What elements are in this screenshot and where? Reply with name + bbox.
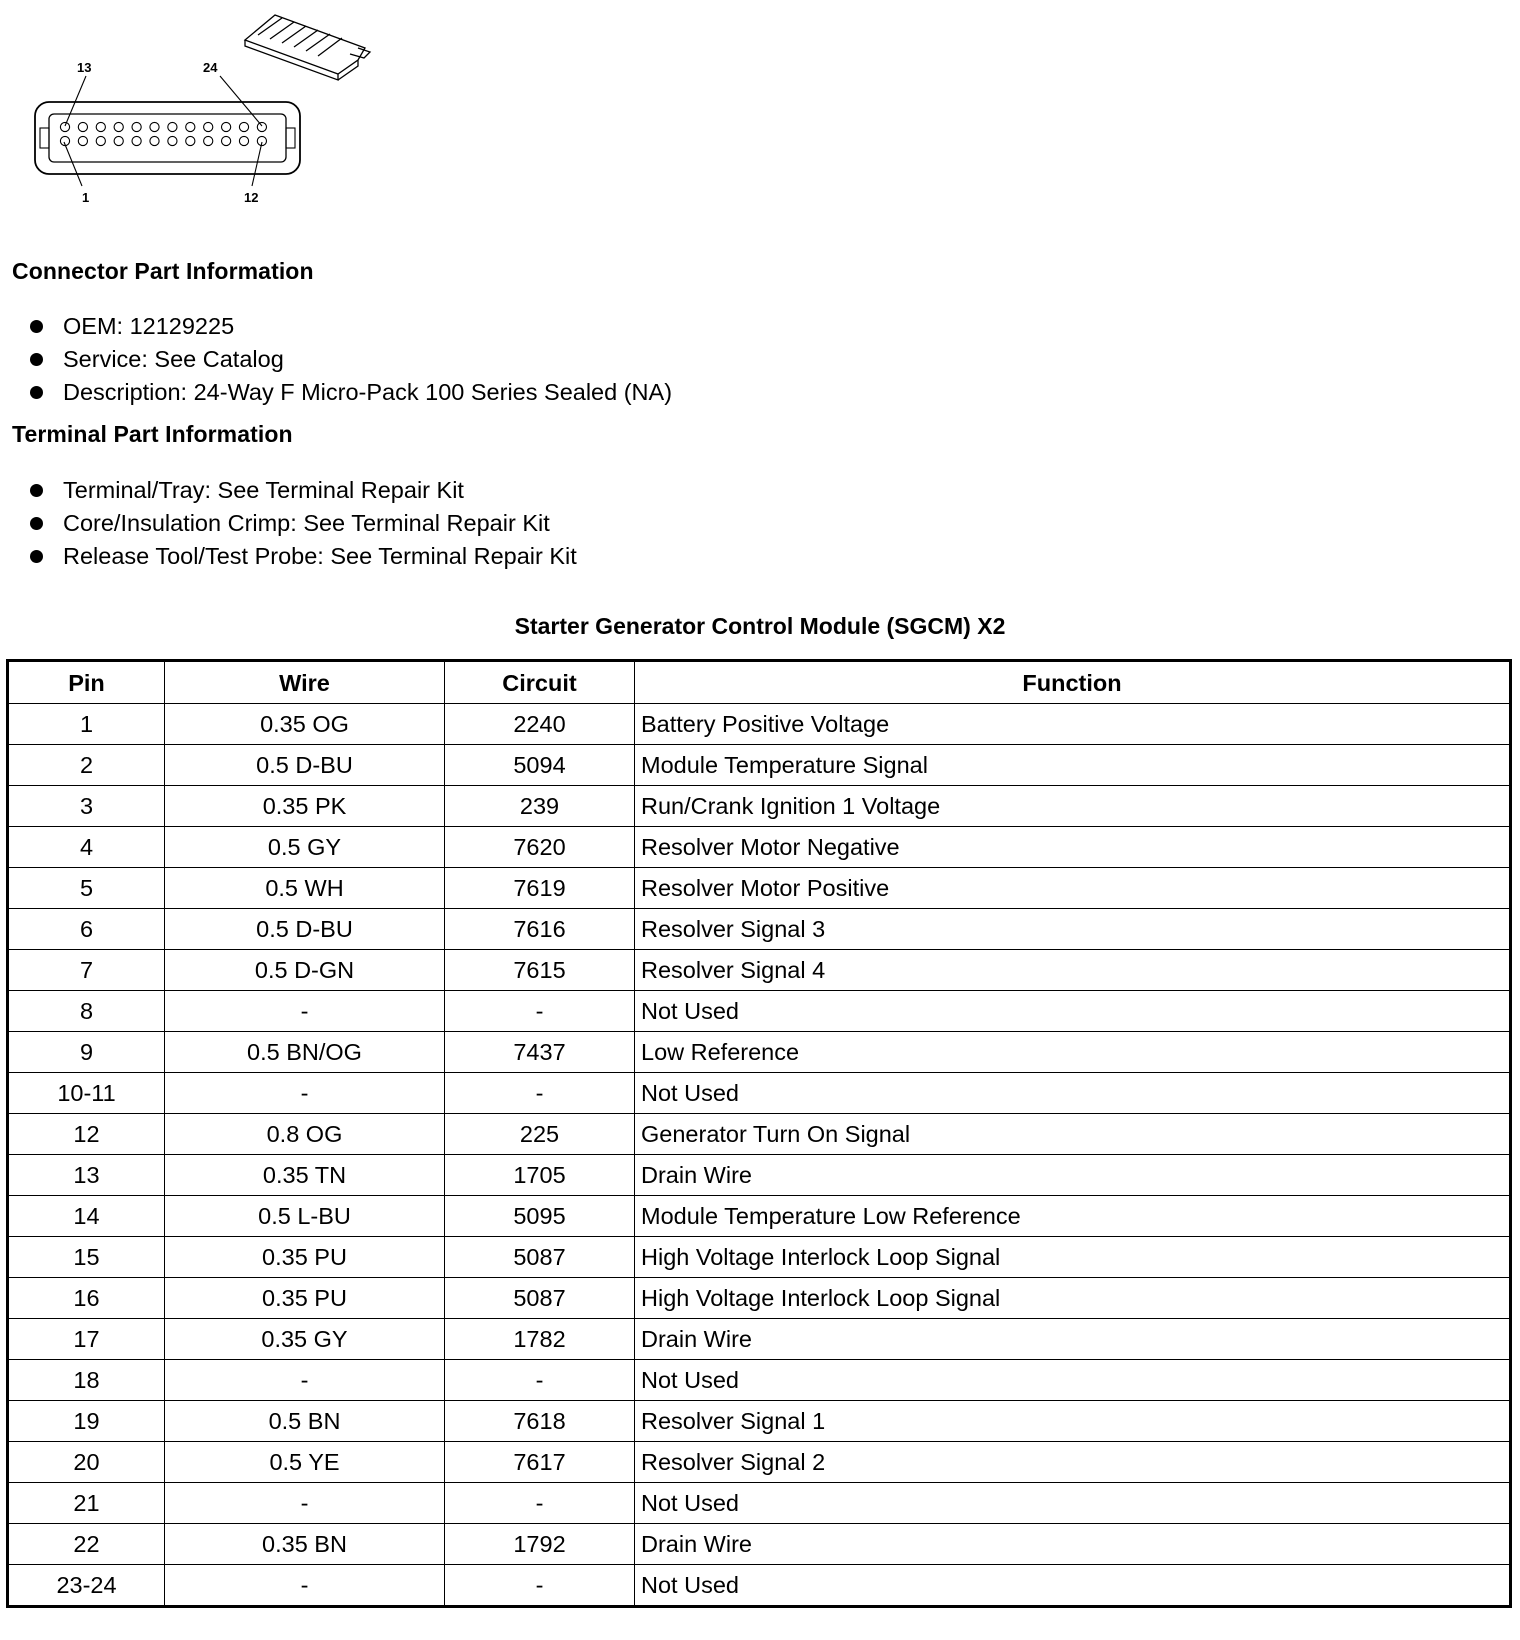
bullet-icon (30, 386, 43, 399)
column-header-pin: Pin (8, 661, 165, 704)
cell-function: Not Used (635, 1073, 1511, 1114)
table-row (8, 1196, 1511, 1237)
cell-function: Resolver Signal 2 (635, 1442, 1511, 1483)
cell-pin: 15 (8, 1237, 165, 1278)
pin-label-12: 12 (244, 190, 259, 205)
table-row (8, 1524, 1511, 1565)
pin-hole (186, 136, 195, 145)
cell-circuit: 5087 (445, 1278, 635, 1319)
cell-function: Generator Turn On Signal (635, 1114, 1511, 1155)
cell-function: Not Used (635, 1483, 1511, 1524)
table-row (8, 786, 1511, 827)
cell-circuit: - (445, 1073, 635, 1114)
pin-table (6, 659, 1512, 1608)
list-item (30, 474, 577, 507)
pin-hole (114, 122, 123, 131)
cell-circuit: 7615 (445, 950, 635, 991)
terminal-part-info-list (30, 474, 577, 573)
table-body (8, 704, 1511, 1607)
cell-circuit: 1782 (445, 1319, 635, 1360)
table-row (8, 1360, 1511, 1401)
table-row (8, 704, 1511, 745)
cell-pin: 20 (8, 1442, 165, 1483)
cell-circuit: 1705 (445, 1155, 635, 1196)
table-row (8, 868, 1511, 909)
table-header-row (8, 661, 1511, 704)
cell-circuit: - (445, 1360, 635, 1401)
pin-hole (239, 136, 248, 145)
cell-wire: 0.35 OG (165, 704, 445, 745)
cell-circuit: - (445, 991, 635, 1032)
table-row (8, 1032, 1511, 1073)
cell-function: Resolver Motor Positive (635, 868, 1511, 909)
cell-function: Drain Wire (635, 1155, 1511, 1196)
cell-function: Drain Wire (635, 1524, 1511, 1565)
pin-hole (60, 122, 69, 131)
cell-wire: 0.5 L-BU (165, 1196, 445, 1237)
cell-function: Resolver Signal 3 (635, 909, 1511, 950)
cell-function: Module Temperature Low Reference (635, 1196, 1511, 1237)
cell-function: Resolver Signal 1 (635, 1401, 1511, 1442)
pin-hole (114, 136, 123, 145)
cell-circuit: 7620 (445, 827, 635, 868)
list-item-text: Service: See Catalog (63, 346, 284, 372)
table-row (8, 1483, 1511, 1524)
cell-circuit: 7437 (445, 1032, 635, 1073)
list-item (30, 507, 577, 540)
pin-hole (132, 136, 141, 145)
cell-pin: 9 (8, 1032, 165, 1073)
cell-function: High Voltage Interlock Loop Signal (635, 1237, 1511, 1278)
table-row (8, 1073, 1511, 1114)
cell-wire: 0.5 D-BU (165, 745, 445, 786)
cell-pin: 22 (8, 1524, 165, 1565)
list-item-text: Release Tool/Test Probe: See Terminal Repair Kit (63, 543, 577, 569)
bullet-icon (30, 353, 43, 366)
cell-circuit: 7616 (445, 909, 635, 950)
list-item-text: OEM: 12129225 (63, 313, 235, 339)
cell-circuit: 5095 (445, 1196, 635, 1237)
cell-circuit: 239 (445, 786, 635, 827)
pin-hole (150, 136, 159, 145)
pin-hole (78, 136, 87, 145)
column-header-circuit: Circuit (445, 661, 635, 704)
cell-wire: 0.35 TN (165, 1155, 445, 1196)
pin-hole (222, 136, 231, 145)
connector-part-info-list (30, 310, 672, 409)
pin-hole (150, 122, 159, 131)
cell-wire: 0.35 BN (165, 1524, 445, 1565)
pin-hole (222, 122, 231, 131)
cell-wire: 0.8 OG (165, 1114, 445, 1155)
cell-pin: 4 (8, 827, 165, 868)
cell-pin: 12 (8, 1114, 165, 1155)
cell-pin: 16 (8, 1278, 165, 1319)
cell-circuit: 7617 (445, 1442, 635, 1483)
cell-function: Drain Wire (635, 1319, 1511, 1360)
list-item-text: Description: 24-Way F Micro-Pack 100 Series Sealed (NA) (63, 379, 673, 405)
list-item (30, 343, 672, 376)
pin-hole (186, 122, 195, 131)
cell-function: Not Used (635, 1360, 1511, 1401)
pin-hole (204, 122, 213, 131)
cell-wire: - (165, 1565, 445, 1607)
cell-pin: 23-24 (8, 1565, 165, 1607)
cell-pin: 3 (8, 786, 165, 827)
cell-circuit: 7618 (445, 1401, 635, 1442)
cell-wire: 0.35 PU (165, 1237, 445, 1278)
cell-wire: 0.5 D-GN (165, 950, 445, 991)
cell-wire: 0.5 YE (165, 1442, 445, 1483)
cell-wire: - (165, 1360, 445, 1401)
cell-wire: - (165, 1073, 445, 1114)
pin-label-13: 13 (77, 60, 92, 75)
table-row (8, 745, 1511, 786)
cell-wire: - (165, 991, 445, 1032)
bullet-icon (30, 517, 43, 530)
cell-wire: 0.5 BN (165, 1401, 445, 1442)
table-row (8, 1114, 1511, 1155)
list-item-text: Core/Insulation Crimp: See Terminal Repair Kit (63, 510, 550, 536)
pin-hole (204, 136, 213, 145)
cell-pin: 8 (8, 991, 165, 1032)
cell-function: Module Temperature Signal (635, 745, 1511, 786)
cell-wire: 0.35 PU (165, 1278, 445, 1319)
list-item-text: Terminal/Tray: See Terminal Repair Kit (63, 477, 464, 503)
table-row (8, 1442, 1511, 1483)
list-item (30, 310, 672, 343)
cell-wire: - (165, 1483, 445, 1524)
cell-wire: 0.35 PK (165, 786, 445, 827)
cell-circuit: 225 (445, 1114, 635, 1155)
cell-pin: 17 (8, 1319, 165, 1360)
pin-hole (168, 136, 177, 145)
column-header-function: Function (635, 661, 1511, 704)
table-row (8, 1278, 1511, 1319)
cell-wire: 0.35 GY (165, 1319, 445, 1360)
connector-diagram (20, 10, 380, 220)
cell-function: Resolver Motor Negative (635, 827, 1511, 868)
cell-circuit: 1792 (445, 1524, 635, 1565)
connector-3d-icon (245, 15, 370, 80)
table-row (8, 1401, 1511, 1442)
table-title: Starter Generator Control Module (SGCM) X2 (514, 613, 1006, 639)
cell-circuit: 2240 (445, 704, 635, 745)
cell-pin: 19 (8, 1401, 165, 1442)
cell-pin: 13 (8, 1155, 165, 1196)
cell-circuit: 5094 (445, 745, 635, 786)
table-row (8, 1155, 1511, 1196)
pin-hole (96, 122, 105, 131)
connector-pin-holes (60, 122, 266, 145)
cell-function: Not Used (635, 1565, 1511, 1607)
table-row (8, 827, 1511, 868)
cell-circuit: 7619 (445, 868, 635, 909)
connector-part-info-heading: Connector Part Information (12, 258, 314, 284)
cell-wire: 0.5 WH (165, 868, 445, 909)
cell-pin: 5 (8, 868, 165, 909)
pin-hole (239, 122, 248, 131)
cell-pin: 1 (8, 704, 165, 745)
cell-function: High Voltage Interlock Loop Signal (635, 1278, 1511, 1319)
pin-hole (132, 122, 141, 131)
cell-wire: 0.5 D-BU (165, 909, 445, 950)
cell-function: Not Used (635, 991, 1511, 1032)
cell-function: Resolver Signal 4 (635, 950, 1511, 991)
cell-function: Run/Crank Ignition 1 Voltage (635, 786, 1511, 827)
table-row (8, 1565, 1511, 1607)
table-row (8, 1237, 1511, 1278)
pin-hole (78, 122, 87, 131)
list-item (30, 376, 672, 409)
pin-hole (168, 122, 177, 131)
cell-function: Battery Positive Voltage (635, 704, 1511, 745)
pin-label-1: 1 (82, 190, 90, 205)
list-item (30, 540, 577, 573)
bullet-icon (30, 320, 43, 333)
cell-pin: 10-11 (8, 1073, 165, 1114)
terminal-part-info-heading: Terminal Part Information (12, 421, 293, 447)
pin-leader-lines (64, 76, 262, 186)
table-row (8, 1319, 1511, 1360)
cell-circuit: - (445, 1483, 635, 1524)
cell-circuit: 5087 (445, 1237, 635, 1278)
cell-pin: 2 (8, 745, 165, 786)
cell-pin: 7 (8, 950, 165, 991)
bullet-icon (30, 550, 43, 563)
cell-pin: 6 (8, 909, 165, 950)
table-row (8, 991, 1511, 1032)
pin-hole (257, 122, 266, 131)
cell-function: Low Reference (635, 1032, 1511, 1073)
pin-hole (96, 136, 105, 145)
column-header-wire: Wire (165, 661, 445, 704)
table-row (8, 909, 1511, 950)
cell-wire: 0.5 BN/OG (165, 1032, 445, 1073)
bullet-icon (30, 484, 43, 497)
cell-pin: 21 (8, 1483, 165, 1524)
pin-label-24: 24 (203, 60, 218, 75)
cell-pin: 18 (8, 1360, 165, 1401)
cell-wire: 0.5 GY (165, 827, 445, 868)
cell-pin: 14 (8, 1196, 165, 1237)
cell-circuit: - (445, 1565, 635, 1607)
table-row (8, 950, 1511, 991)
